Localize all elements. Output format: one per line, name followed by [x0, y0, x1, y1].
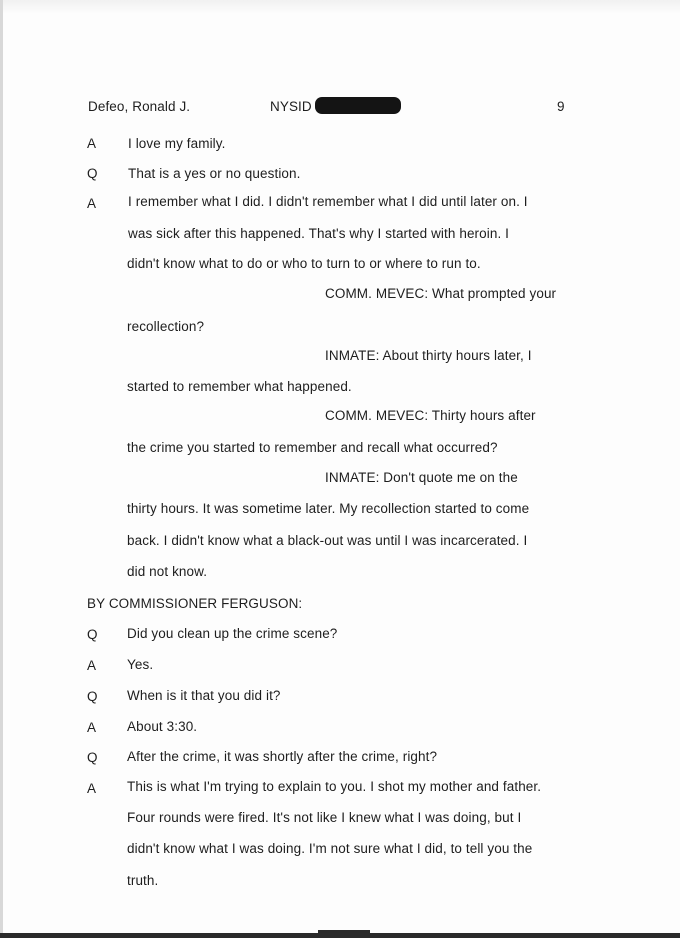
- transcript-line: After the crime, it was shortly after the crime, right?: [127, 749, 438, 764]
- transcript-line: Yes.: [127, 657, 154, 672]
- transcript-line: started to remember what happened.: [127, 379, 352, 394]
- transcript-line: I remember what I did. I didn't remember what I did until later on. I: [128, 194, 528, 209]
- transcript-line: COMM. MEVEC: Thirty hours after: [325, 408, 536, 423]
- transcript-line: This is what I'm trying to explain to you. I shot my mother and father.: [127, 779, 542, 794]
- speaker-marker: Q: [87, 689, 98, 704]
- speaker-marker: Q: [87, 627, 98, 642]
- transcript-line: I love my family.: [128, 136, 226, 151]
- transcript-line: recollection?: [127, 319, 205, 334]
- transcript-line: Did you clean up the crime scene?: [127, 626, 338, 641]
- transcript-line: INMATE: Don't quote me on the: [325, 470, 518, 485]
- speaker-marker: Q: [87, 750, 98, 765]
- speaker-marker: A: [87, 781, 97, 796]
- transcript-line: truth.: [127, 873, 159, 888]
- speaker-marker: Q: [87, 166, 98, 181]
- scan-shadow-top: [0, 0, 680, 14]
- scan-shadow-left: [0, 0, 3, 938]
- transcript-line: When is it that you did it?: [127, 688, 281, 703]
- transcript-line: Four rounds were fired. It's not like I knew what I was doing, but I: [127, 810, 522, 825]
- transcript-line: didn't know what to do or who to turn to or where to run to.: [127, 256, 481, 271]
- speaker-marker: A: [87, 658, 97, 673]
- transcript-line: INMATE: About thirty hours later, I: [325, 348, 532, 363]
- speaker-marker: A: [87, 720, 97, 735]
- transcript-line: About 3:30.: [127, 719, 198, 734]
- redaction-bar: [315, 97, 401, 114]
- examiner-heading: BY COMMISSIONER FERGUSON:: [87, 596, 303, 611]
- transcript-line: the crime you started to remember and recall what occurred?: [127, 440, 498, 455]
- transcript-line: was sick after this happened. That's why I started with heroin. I: [128, 226, 510, 241]
- page-number: 9: [557, 99, 565, 114]
- transcript-line: did not know.: [127, 564, 208, 579]
- nysid-label: NYSID: [270, 99, 312, 114]
- transcript-line: back. I didn't know what a black-out was until I was incarcerated. I: [127, 533, 528, 548]
- speaker-marker: A: [87, 136, 97, 151]
- transcript-line: thirty hours. It was sometime later. My recollection started to come: [127, 501, 530, 516]
- transcript-line: didn't know what I was doing. I'm not sure what I did, to tell you the: [127, 841, 533, 856]
- transcript-line: COMM. MEVEC: What prompted your: [325, 286, 557, 301]
- transcript-line: That is a yes or no question.: [128, 166, 301, 181]
- speaker-marker: A: [87, 196, 97, 211]
- inmate-name: Defeo, Ronald J.: [88, 99, 191, 114]
- scan-edge-bottom: [0, 933, 680, 938]
